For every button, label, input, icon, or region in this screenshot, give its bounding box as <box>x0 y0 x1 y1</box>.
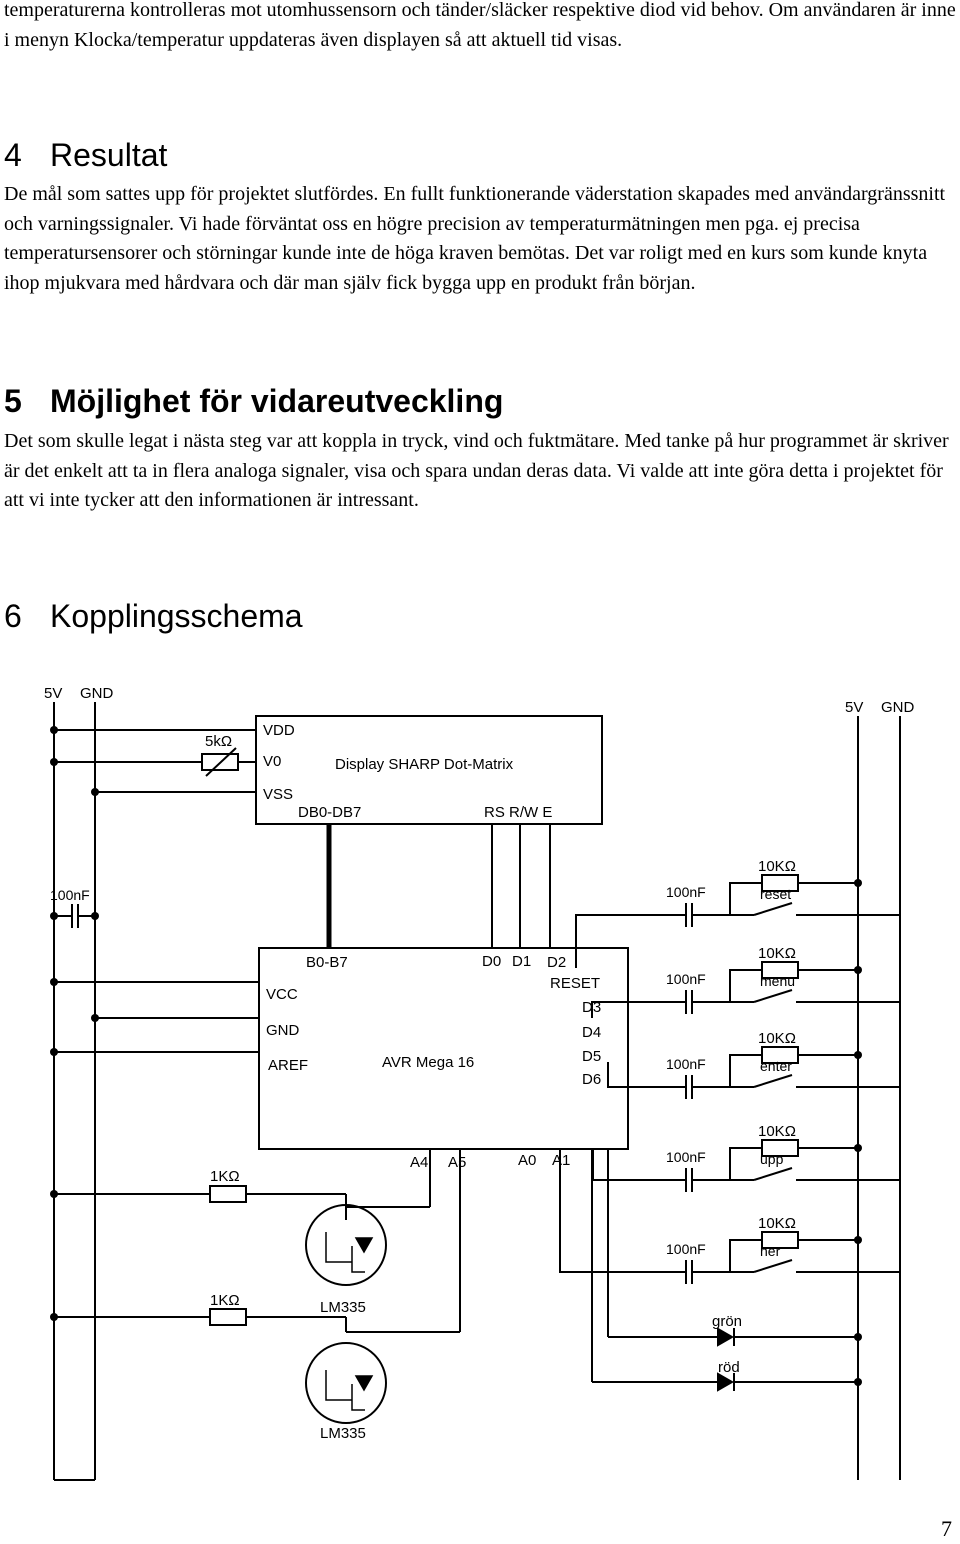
section-heading-resultat <box>4 137 167 174</box>
mcu-pin-a4: A4 <box>410 1154 429 1171</box>
button-capacitor-label: 100nF <box>666 1056 706 1072</box>
button-label: enter <box>760 1058 792 1074</box>
button-resistor-label: 10KΩ <box>758 945 796 962</box>
button-capacitor-label: 100nF <box>666 1149 706 1165</box>
section-heading-vidareutveckling <box>4 383 503 420</box>
section-body-vidareutveckling: Det som skulle legat i nästa steg var att koppla in tryck, vind och fuktmätare. Med tanke på hur programmet är skriver är det enkelt att ta in flera analoga signaler, visa och spara undan deras data. Vi valde att inte göra detta i projektet för att vi inte tycker att den informationen är intressant. <box>4 430 949 511</box>
section-title: Kopplingsschema <box>50 598 303 634</box>
button-resistor-label: 10KΩ <box>758 858 796 875</box>
button-capacitor-label: 100nF <box>666 971 706 987</box>
button-label: upp <box>760 1151 784 1167</box>
circuit-schematic <box>30 672 930 1502</box>
led-green-label: grön <box>712 1313 743 1330</box>
section-title: Resultat <box>50 137 168 173</box>
section-number: 6 <box>4 598 22 634</box>
button-label: reset <box>760 886 792 902</box>
page-number: 7 <box>941 1516 952 1541</box>
section-body-resultat: De mål som sattes upp för projektet slutfördes. En fullt funktionerande väderstation skapades med användargränssnitt och varningssignaler. Vi hade förväntat oss en högre precision av temperaturmätningen men pga. ej precisa temperatursensorer och störningar kunde inte de höga kraven bemötas. Det var roligt med en kurs som kunde knyta ihop mjukvara med hårdvara och där man själv fick bygga upp en produkt från början. <box>4 183 946 294</box>
mcu-pin-d0: D0 <box>482 953 502 970</box>
mcu-pin-b: B0-B7 <box>306 954 348 971</box>
mcu-pin-d2: D2 <box>547 954 567 971</box>
mcu-pin-aref: AREF <box>268 1057 309 1074</box>
button-resistor-label: 10KΩ <box>758 1123 796 1140</box>
mcu-pin-d4: D4 <box>582 1024 602 1041</box>
mcu-pin-gnd: GND <box>266 1022 300 1039</box>
button-resistor-label: 10KΩ <box>758 1030 796 1047</box>
right-gnd-label: GND <box>881 699 915 716</box>
button-enter <box>608 1047 900 1099</box>
junction-dot <box>854 1236 862 1244</box>
junction-dot <box>854 1144 862 1152</box>
intro-paragraph: temperaturerna kontrolleras mot utomhussensorn och tänder/släcker respektive diod vid behov. Om användaren är inne i menyn Klocka/temperatur uppdateras även displayen så att aktuell tid visas. <box>4 0 956 51</box>
mcu-pin-d6: D6 <box>582 1071 602 1088</box>
display-pin-vdd: VDD <box>263 722 295 739</box>
mcu-pin-a1: A1 <box>552 1152 571 1169</box>
button-resistor-label: 10KΩ <box>758 1215 796 1232</box>
sensor-2-label: LM335 <box>320 1425 366 1442</box>
section-title: Möjlighet för vidareutveckling <box>50 383 504 419</box>
left-gnd-label: GND <box>80 685 114 702</box>
button-label: menu <box>760 973 796 989</box>
mcu-pin-reset: RESET <box>550 975 601 992</box>
button-label: ner <box>760 1243 781 1259</box>
section-number: 5 <box>4 383 22 419</box>
display-pin-ctrl: RS R/W E <box>484 804 553 821</box>
section-heading-kopplingsschema <box>4 598 303 635</box>
sensor-2-resistor-label: 1KΩ <box>210 1292 240 1309</box>
button-upp <box>593 1140 900 1192</box>
section-number: 4 <box>4 137 22 173</box>
sensor-1-resistor-label: 1KΩ <box>210 1168 240 1185</box>
display-pin-vss: VSS <box>263 786 294 803</box>
mcu-title: AVR Mega 16 <box>382 1054 475 1071</box>
mcu-pin-d3: D3 <box>582 999 602 1016</box>
right-vcc-label: 5V <box>845 699 864 716</box>
button-reset <box>576 875 900 968</box>
sensor-1-label: LM335 <box>320 1299 366 1316</box>
button-capacitor-label: 100nF <box>666 884 706 900</box>
left-capacitor-label: 100nF <box>50 887 90 903</box>
mcu-pin-vcc: VCC <box>266 986 298 1003</box>
left-vcc-label: 5V <box>44 685 63 702</box>
mcu-pin-a5: A5 <box>448 1154 467 1171</box>
junction-dot <box>854 879 862 887</box>
button-capacitor-label: 100nF <box>666 1241 706 1257</box>
button-menu <box>592 962 900 1018</box>
mcu-pin-a0: A0 <box>518 1152 537 1169</box>
display-pin-db: DB0-DB7 <box>298 804 362 821</box>
junction-dot <box>854 1051 862 1059</box>
potentiometer-label: 5kΩ <box>205 733 233 750</box>
display-pin-v0: V0 <box>263 753 282 770</box>
led-red-label: röd <box>718 1359 740 1376</box>
mcu-pin-d5: D5 <box>582 1048 602 1065</box>
junction-dot <box>854 966 862 974</box>
display-title: Display SHARP Dot-Matrix <box>335 756 514 773</box>
mcu-pin-d1: D1 <box>512 953 532 970</box>
